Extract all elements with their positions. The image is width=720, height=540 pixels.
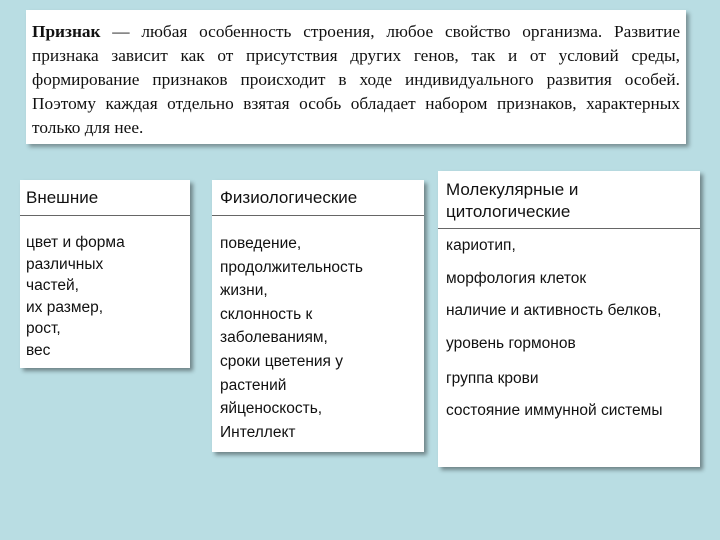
molecular-traits-title: Молекулярные и цитологические (446, 180, 579, 221)
list-item: рост, (26, 320, 61, 337)
physiological-traits-title: Физиологические (220, 188, 358, 207)
molecular-traits-list (446, 235, 696, 433)
list-item: заболеваниям, (220, 329, 328, 347)
list-item: морфология клеток (446, 269, 587, 287)
molecular-traits-header (438, 171, 700, 229)
list-item: группа крови (446, 369, 539, 387)
external-traits-box (20, 180, 190, 368)
physiological-traits-header (212, 180, 424, 216)
list-item: их размер, (26, 298, 104, 316)
list-item: состояние иммунной системы (446, 402, 663, 419)
list-item: Интеллект (220, 423, 296, 441)
molecular-traits-box (438, 171, 700, 467)
intro-definition: — любая особенность строения, любое свойство организма. Развитие признака зависит как от присутствия других генов, так и от условий среды, формирование признаков происходит в ходе индивидуального развития особей. Поэтому каждая отдельно взятая особь обладает набором признаков, характерных только для нее. (32, 22, 680, 137)
list-item: продолжительность (220, 258, 363, 276)
external-traits-title: Внешние (26, 188, 99, 207)
intro-term: Признак (32, 22, 101, 41)
list-item: растений (220, 376, 287, 394)
list-item: вес (26, 341, 51, 359)
list-item: яйценоскость, (220, 400, 323, 418)
list-item: цвет и форма (26, 234, 125, 251)
list-item: кариотип, (446, 237, 516, 254)
list-item: уровень гормонов (446, 334, 576, 352)
list-item: поведение, (220, 235, 302, 252)
list-item: наличие и активность белков, (446, 302, 662, 319)
physiological-traits-box (212, 180, 424, 452)
list-item: сроки цветения у (220, 352, 343, 370)
list-item: склонность к (220, 305, 313, 323)
list-item: частей, (26, 277, 79, 294)
intro-paragraph (32, 20, 680, 140)
intro-box (26, 10, 686, 144)
external-traits-list (26, 232, 186, 361)
list-item: различных (26, 255, 104, 273)
external-traits-header (20, 180, 190, 216)
list-item: жизни, (220, 282, 268, 300)
physiological-traits-list (220, 232, 420, 444)
